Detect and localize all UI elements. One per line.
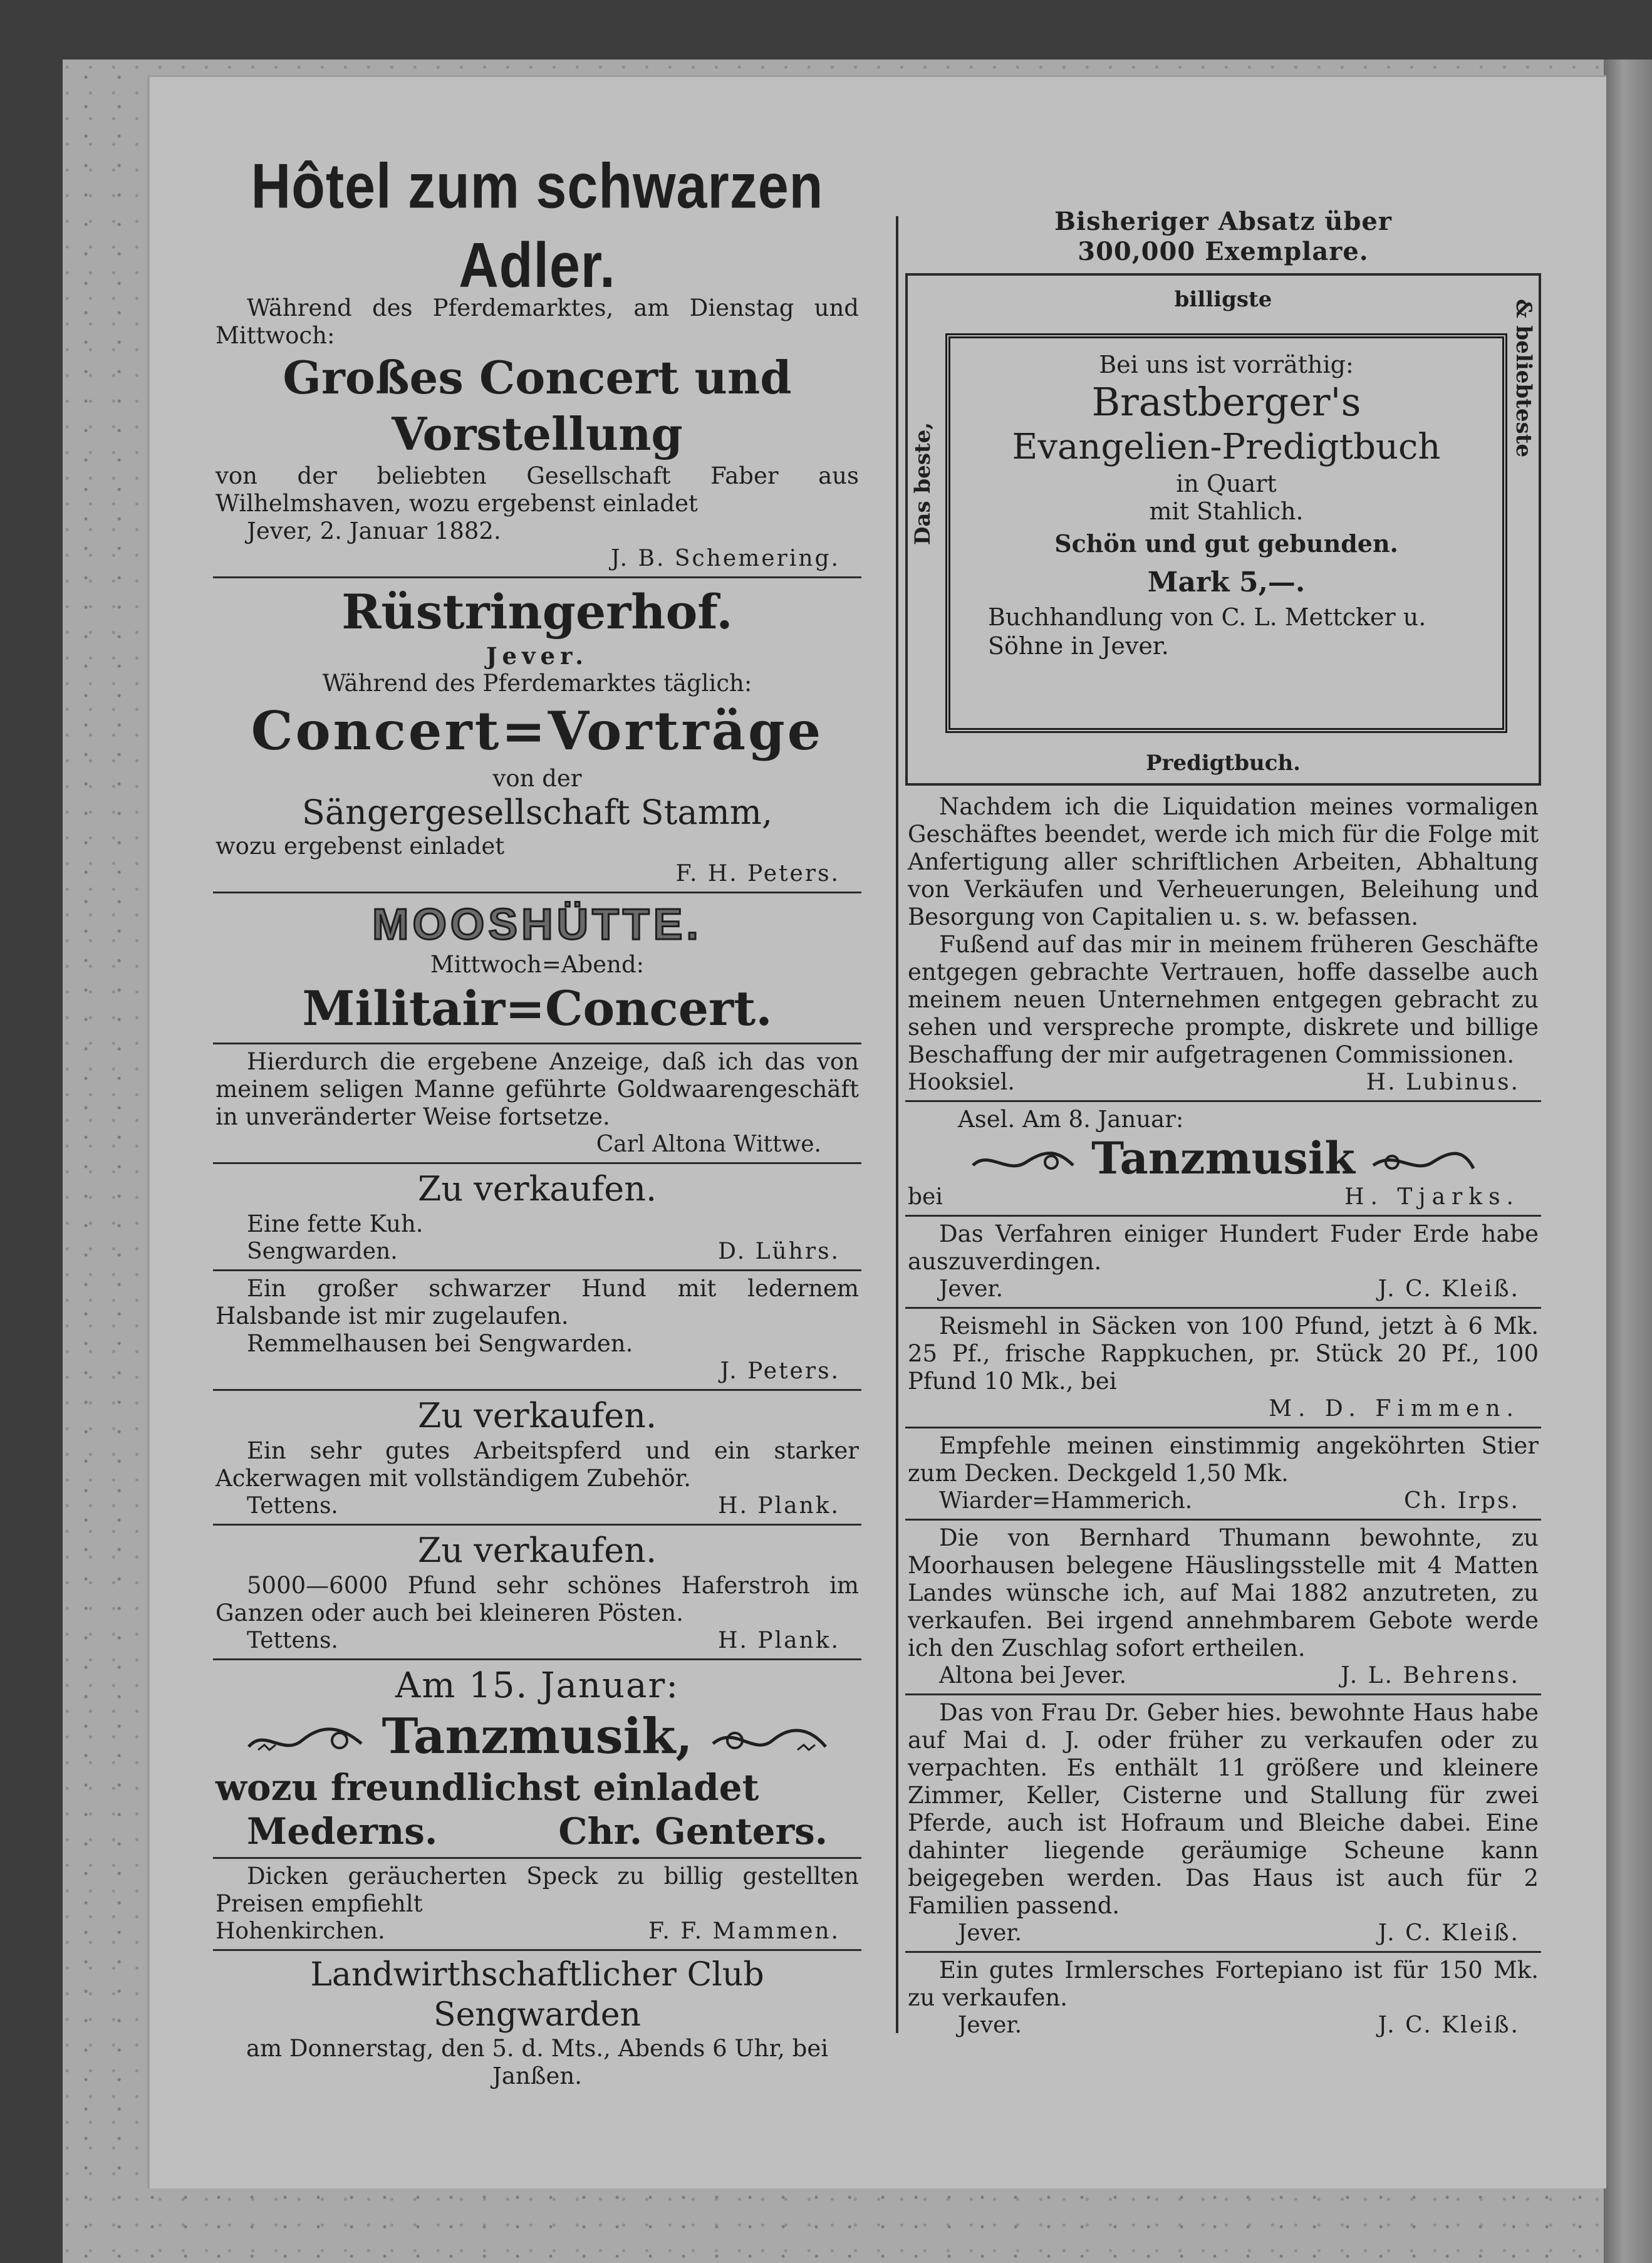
ad-title: MOOSHÜTTE. (372, 900, 702, 949)
ad-body: Ein gutes Irmlersches Fortepiano ist für 150 Mk. zu verkaufen. (908, 1957, 1539, 2011)
ad-separator (905, 1951, 1541, 1953)
ad-headline: Concert=Vorträge (251, 700, 824, 762)
ad-signer: F. F. Mammen. (648, 1918, 840, 1944)
ad-separator (213, 1524, 861, 1526)
ad-place: Hohenkirchen. (216, 1918, 385, 1944)
ad-body: Reismehl in Säcken von 100 Pfund, jetzt à 6 Mk. 25 Pf., frische Rappkuchen, pr. Stück 20 Pf., 100 Pfund 10 Mk., bei (908, 1313, 1539, 1395)
flourish-right-icon (710, 1722, 829, 1759)
ad-signer: F. H. Peters. (675, 861, 840, 887)
ad-place: Remmelhausen bei Sengwarden. (247, 1330, 633, 1357)
ad-signer: Carl Altona Wittwe. (596, 1132, 821, 1157)
ad-signer: H. Lubinus. (1366, 1069, 1520, 1095)
ad-seller: Buchhandlung von C. L. Mettcker u. Söhne in Jever. (988, 603, 1426, 660)
ad-body: Die von Bernhard Thumann bewohnte, zu Moorhausen belegene Häuslingsstelle mit 4 Matten Landes wünsche ich, auf Mai 1882 anzutreten, zu verkaufen. Bei irgend annehmbarem Gebote werde ich den Zuschlag sofort ertheilen. (908, 1524, 1539, 1662)
frame-text-top: billigste (1174, 287, 1272, 312)
frame-text-bottom: Predigtbuch. (1145, 751, 1301, 776)
ad-speck (213, 1863, 861, 1945)
ad-stier (905, 1432, 1541, 1515)
ad-signer: J. C. Kleiß. (1378, 2012, 1520, 2038)
ad-body: Ein sehr gutes Arbeitspferd und ein starker Ackerwagen mit vollständigem Zubehör. (216, 1437, 859, 1492)
ad-body: 5000—6000 Pfund sehr schönes Haferstroh im Ganzen oder auch bei kleineren Pösten. (216, 1572, 859, 1626)
ad-signature-line (216, 1492, 859, 1520)
ad-separator (905, 1693, 1541, 1695)
left-column (213, 138, 861, 2090)
ad-tanzmusik-15 (213, 1664, 861, 1853)
ad-separator (905, 1307, 1541, 1309)
ad-price: Mark 5,—. (1147, 566, 1306, 598)
ad-body: Eine fette Kuh. (247, 1210, 423, 1237)
ad-separator (213, 1949, 861, 1951)
ad-headline: Großes Concert und (283, 351, 792, 404)
ad-signature-line (216, 1627, 859, 1655)
ad-signature-line (216, 545, 859, 573)
ad-mooshuette (213, 897, 861, 1039)
ad-place: Mederns. (247, 1810, 438, 1853)
ad-place: Asel. (958, 1106, 1016, 1133)
ad-invite: wozu freundlichst einladet (216, 1766, 759, 1809)
ad-invite: wozu ergebenst einladet (216, 833, 505, 860)
ad-body: Empfehle meinen einstimmig angeköhrten Stier zum Decken. Deckgeld 1,50 Mk. (908, 1432, 1539, 1487)
ad-signature-line (908, 1395, 1539, 1423)
ad-signer: J. C. Kleiß. (1378, 1276, 1520, 1302)
ad-club (213, 1955, 861, 2090)
flourish-right-icon (1370, 1147, 1477, 1178)
ad-haeuslingsstelle (905, 1524, 1541, 1690)
ad-fortepiano (905, 1957, 1541, 2039)
ad-pferd (213, 1395, 861, 1520)
ad-title: Landwirthschaftlicher Club Sengwarden (310, 1956, 764, 2034)
ad-hotel-adler (213, 150, 861, 573)
ad-headline-row (216, 1708, 859, 1766)
ad-erde (905, 1220, 1541, 1303)
ad-signature-line (908, 1184, 1539, 1211)
ad-headline: Tanzmusik (1091, 1132, 1355, 1184)
ad-note: 300,000 Exemplare. (1078, 237, 1369, 266)
ad-place: Altona bei Jever. (939, 1663, 1127, 1688)
ad-place: Tettens. (247, 1493, 338, 1519)
ad-body: von der beliebten Gesellschaft Faber aus Wilhelmshaven, wozu ergebenst einladet (216, 462, 859, 517)
ad-haus (905, 1699, 1541, 1947)
ad-signer: H. Tjarks. (1344, 1184, 1520, 1210)
ad-signer: Ch. Irps. (1403, 1488, 1520, 1514)
ad-format: mit Stahlich. (1149, 497, 1304, 525)
ad-signature-line (216, 1809, 859, 1853)
ad-separator (213, 1857, 861, 1859)
ad-separator (213, 1389, 861, 1391)
ad-day: Mittwoch=Abend: (430, 951, 645, 978)
ad-date-line (908, 1106, 1539, 1133)
frame-text-left: Das beste, (910, 422, 935, 545)
ad-predigtbuch (945, 333, 1507, 733)
ad-separator (213, 1269, 861, 1271)
ad-separator (213, 1658, 861, 1660)
ad-separator (213, 1043, 861, 1044)
ad-signer: J. L. Behrens. (1341, 1663, 1520, 1688)
ad-signer: J. Peters. (720, 1358, 840, 1384)
ad-body: Das von Frau Dr. Geber hies. bewohnte Haus habe auf Mai d. J. oder früher zu verkaufen oder zu verpachten. Es enthält 11 größere und kleinere Zimmer, Keller, Cisterne und Stallung für zwei Pferde, auch ist Hofraum und Bleiche dabei. Eine dahinter liegende geräumige Scheune kann beigegeben werden. Das Haus ist auch für 2 Familien passend. (908, 1699, 1539, 1919)
ad-signature-line (908, 1662, 1539, 1690)
ad-body: Ein großer schwarzer Hund mit ledernem Halsbande ist mir zugelaufen. (216, 1275, 859, 1329)
flourish-left-icon (970, 1147, 1076, 1178)
ad-predigtbuch-frame (905, 273, 1541, 786)
ad-signature-line (216, 1238, 859, 1266)
ad-signer: J. B. Schemering. (610, 546, 840, 571)
ad-body: Fußend auf das mir in meinem früheren Geschäfte entgegen gebrachte Vertrauen, hoffe dasselbe auch meinem neuen Unternehmen entgegen gebracht zu sehen und verspreche prompte, diskrete und billige Beschaffung der mir aufgetragenen Commissionen. (908, 931, 1539, 1068)
ad-body: Das Verfahren einiger Hundert Fuder Erde habe auszuverdingen. (908, 1220, 1539, 1275)
ad-goldwaren (213, 1048, 861, 1158)
ad-signature-line (216, 1358, 859, 1385)
ad-date: Am 15. Januar: (395, 1665, 680, 1706)
ad-signature-line (908, 1276, 1539, 1303)
ad-separator (905, 1215, 1541, 1217)
ad-kuh (213, 1168, 861, 1266)
column-divider (896, 216, 898, 2033)
ad-heading: Zu verkaufen. (417, 1531, 657, 1570)
binding-edge (1604, 60, 1652, 2263)
ad-signature-line (216, 1918, 859, 1945)
ad-separator (213, 1162, 861, 1164)
ad-title: Hôtel zum schwarzen Adler. (251, 150, 824, 301)
ad-signer: J. C. Kleiß. (1378, 1920, 1520, 1946)
ad-place: Jever. (958, 2012, 1022, 2038)
ad-separator (213, 576, 861, 578)
ad-format: in Quart (1176, 470, 1277, 497)
ad-heading: Zu verkaufen. (417, 1169, 657, 1209)
ad-line: Bei uns ist vorräthig: (1099, 351, 1354, 378)
frame-text-right: & beliebteste (1511, 299, 1536, 457)
ad-date: Am 8. Januar: (1022, 1106, 1184, 1133)
ad-binding: Schön und gut gebunden. (1054, 529, 1398, 558)
ad-signature-line (908, 1069, 1539, 1096)
ad-place: Hooksiel. (908, 1069, 1015, 1095)
ad-place: Wiarder=Hammerich. (939, 1488, 1193, 1514)
ad-ruestringerhof (213, 582, 861, 888)
ad-place: Jever. (486, 642, 589, 670)
ad-heading: Zu verkaufen. (417, 1396, 657, 1435)
ad-title: Evangelien-Predigtbuch (1012, 427, 1441, 467)
flourish-left-icon (246, 1722, 365, 1759)
ad-tanzmusik-8 (905, 1106, 1541, 1211)
ad-place: Jever. (958, 1920, 1022, 1946)
ad-signer: M. D. Fimmen. (1269, 1396, 1520, 1422)
ad-intro: Während des Pferdemarktes täglich: (322, 670, 752, 697)
ad-separator (905, 1100, 1541, 1102)
ad-bei: bei (908, 1184, 943, 1210)
ad-title: Rüstringerhof. (341, 584, 733, 640)
ad-place: Jever. (939, 1276, 1004, 1302)
ad-headline: Militair=Concert. (302, 981, 772, 1036)
ad-signer: D. Lührs. (718, 1239, 840, 1264)
ad-haferstroh (213, 1529, 861, 1655)
ad-signer: H. Plank. (718, 1493, 840, 1519)
ad-place: Sengwarden. (247, 1239, 398, 1264)
ad-signature-line (216, 1131, 859, 1158)
ad-separator (905, 1519, 1541, 1521)
ad-intro: Während des Pferdemarktes, am Dienstag und Mittwoch: (216, 294, 859, 349)
ad-signature-line (908, 1920, 1539, 1947)
ad-signature-line (908, 1487, 1539, 1515)
ad-place: Tettens. (247, 1628, 338, 1653)
ad-separator (905, 1427, 1541, 1428)
ad-note: Bisheriger Absatz über (1054, 207, 1392, 236)
ad-hund (213, 1275, 861, 1385)
ad-body: Dicken geräucherten Speck zu billig gestellten Preisen empfiehlt (216, 1863, 859, 1917)
ad-body: am Donnerstag, den 5. d. Mts., Abends 6 Uhr, bei Janßen. (246, 2035, 829, 2089)
ad-headline: Vorstellung (392, 407, 683, 460)
ad-headline-row (908, 1133, 1539, 1184)
ad-group: Sängergesellschaft Stamm, (301, 793, 773, 832)
ad-date: Jever, 2. Januar 1882. (247, 518, 501, 544)
ad-signature-line (216, 860, 859, 888)
ad-reismehl (905, 1313, 1541, 1423)
ad-separator (213, 892, 861, 893)
ad-body: Hierdurch die ergebene Anzeige, daß ich das von meinem seligen Manne geführte Goldwaarengeschäft in unveränderter Weise fortsetze. (216, 1048, 859, 1130)
ad-title: Brastberger's (1091, 379, 1361, 425)
ad-body: Nachdem ich die Liquidation meines vormaligen Geschäftes beendet, werde ich mich für die Folge mit Anfertigung aller schriftlichen Arbeiten, Abhaltung von Verkäufen und Verheuerungen, Beleihung und Besorgung von Capitalien u. s. w. befassen. (908, 793, 1539, 930)
ad-lubinus (905, 793, 1541, 1096)
ad-signature-line (908, 2012, 1539, 2039)
ad-signer: H. Plank. (718, 1628, 840, 1653)
ad-from: von der (492, 765, 582, 792)
ad-signer: Chr. Genters. (558, 1810, 828, 1853)
ad-headline: Tanzmusik, (382, 1708, 693, 1765)
right-column (905, 138, 1541, 2039)
